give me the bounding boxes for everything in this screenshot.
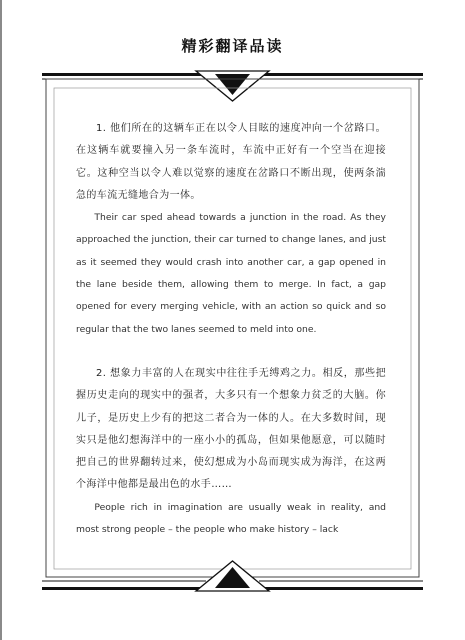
passage-content: [76, 118, 386, 573]
passage-2-chinese: 2. 想象力丰富的人在现实中往往手无缚鸡之力。相反，那些把握历史走向的现实中的强者，大多只有一个想象力贫乏的大脑。你儿子，是历史上少有的把这二者合为一体的人。在大多数时间，现实只是他幻想海洋中的一座小小的孤岛，但如果他愿意，可以随时把自己的世界翻转过来，使幻想成为小岛而现实成为海洋，在这两个海洋中他都是最出色的水手……: [76, 367, 386, 491]
page-title: 精彩翻译品读: [181, 37, 284, 55]
passage-2-english: People rich in imagination are usually weak in reality, and most strong people – the people who make history – lack: [76, 501, 386, 536]
passage-spacer: [76, 341, 386, 363]
passage-1-chinese: 1. 他们所在的这辆车正在以令人目眩的速度冲向一个岔路口。在这辆车就要撞入另一条车流时，车流中正好有一个空当在迎接它。这种空当以令人难以觉察的速度在岔路口不断出现，使两条湍急的车流无缝地合为一体。: [76, 123, 386, 201]
passage-1-english: Their car sped ahead towards a junction in the road. As they approached the junction, their car turned to change lanes, and just as it seemed they would crash into another car, a gap opened in the lane beside them, allowing them to merge. In fact, a gap opened for every merging vehicle, with an action so quick and so regular that the two lanes seemed to meld into one.: [76, 212, 386, 335]
top-ornament: [42, 71, 423, 101]
